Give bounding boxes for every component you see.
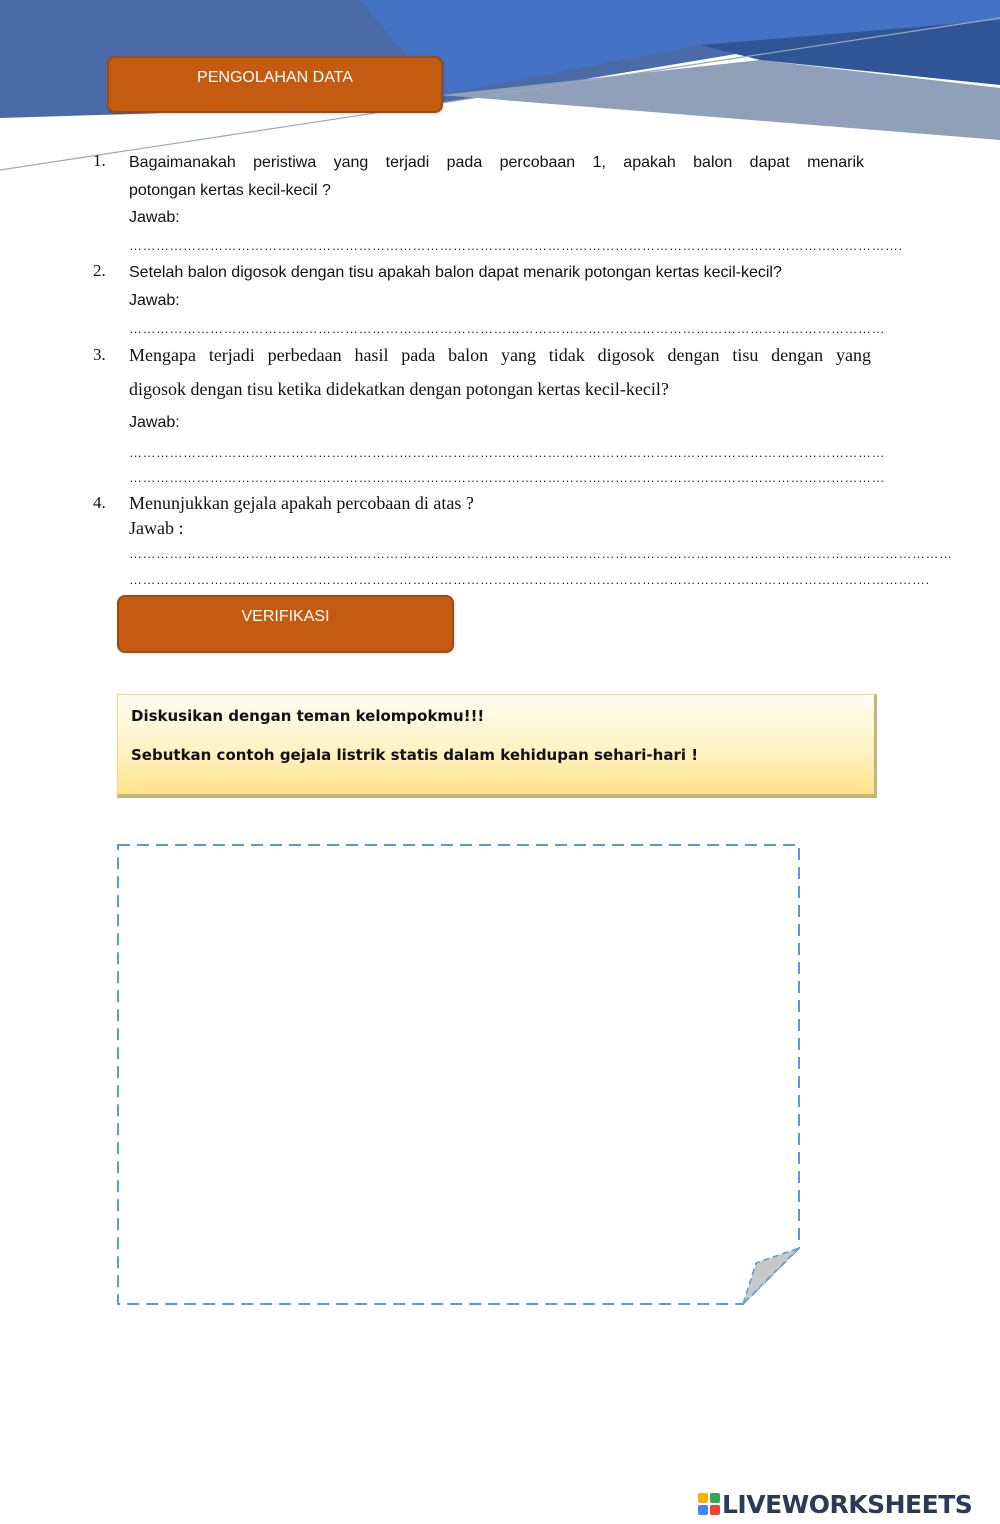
question-4-number: 4. (93, 493, 106, 512)
question-4-answer-line-1[interactable]: ………………………………………………………………………………………………………………………………………………………………… (129, 546, 953, 561)
page-curl-fold (743, 1248, 799, 1304)
discussion-box (117, 694, 877, 798)
pengolahan-data-label (107, 56, 443, 113)
logo-tile-1 (698, 1493, 708, 1503)
logo-tiles-icon (698, 1493, 720, 1515)
question-2-answer-line[interactable]: …………………………………………………………………………………………………………………………………………………… (129, 321, 885, 336)
discussion-instruction: Diskusikan dengan teman kelompokmu!!! (131, 707, 485, 725)
question-2-answer-label: Jawab: (129, 292, 180, 309)
question-3-number: 3. (93, 345, 106, 364)
question-3-answer-line-2[interactable]: …………………………………………………………………………………………………………………………………………………… (129, 470, 885, 485)
question-2-line1: Setelah balon digosok dengan tisu apakah balon dapat menarik potongan kertas kecil-kecil? (129, 264, 782, 281)
logo-text: LIVEWORKSHEETS (722, 1489, 973, 1519)
question-2-number: 2. (93, 261, 106, 280)
logo-tile-3 (698, 1505, 708, 1515)
answer-area[interactable] (116, 843, 802, 1307)
question-3-line1: Mengapa terjadi perbedaan hasil pada balon yang tidak digosok dengan tisu dengan yang (129, 345, 871, 365)
answer-area-border (118, 845, 799, 1304)
discussion-question: Sebutkan contoh gejala listrik statis dalam kehidupan sehari-hari ! (131, 746, 699, 764)
question-3-line2: digosok dengan tisu ketika didekatkan dengan potongan kertas kecil-kecil? (129, 379, 669, 399)
question-3-answer-line-1[interactable]: …………………………………………………………………………………………………………………………………………………… (129, 445, 885, 460)
question-1-line1: Bagaimanakah peristiwa yang terjadi pada percobaan 1, apakah balon dapat menarik (129, 154, 864, 171)
question-1-answer-label: Jawab: (129, 209, 180, 226)
question-4-answer-label: Jawab : (129, 518, 184, 538)
question-1-number: 1. (93, 151, 106, 170)
question-1-answer-line[interactable]: ………………………………………………………………………………………………………………………………………………………. (129, 238, 903, 253)
verifikasi-text: VERIFIKASI (241, 608, 330, 625)
pengolahan-data-text: PENGOLAHAN DATA (197, 69, 353, 86)
question-1-line2: potongan kertas kecil-kecil ? (129, 182, 331, 199)
question-4-line1: Menunjukkan gejala apakah percobaan di atas ? (129, 493, 474, 513)
question-4-answer-line-2[interactable]: ……………………………………………………………………………………………………………………………………………………………. (129, 572, 930, 587)
verifikasi-label (117, 595, 454, 653)
logo-tile-4 (710, 1505, 720, 1515)
liveworksheets-logo[interactable] (698, 1489, 972, 1519)
question-3-answer-label: Jawab: (129, 414, 180, 431)
logo-tile-2 (710, 1493, 720, 1503)
